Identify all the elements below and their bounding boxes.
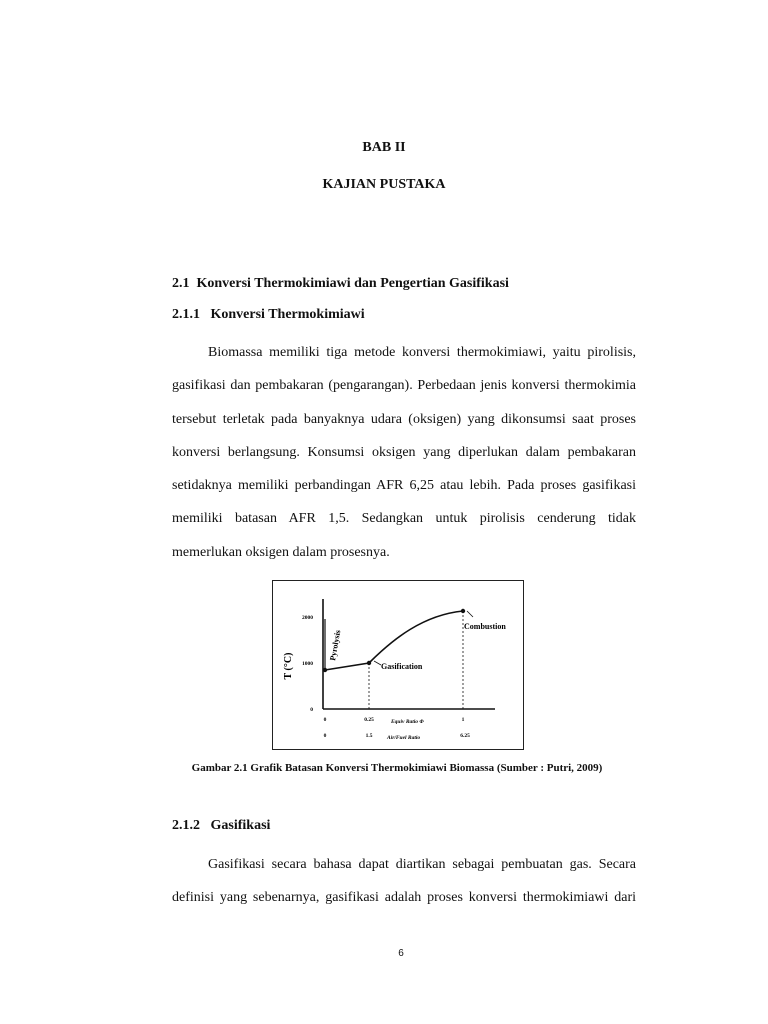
paragraph-line: gasifikasi dan pembakaran (pengarangan). Perbedaan jenis konversi thermokimia	[172, 378, 636, 394]
figure-chart	[272, 580, 524, 750]
paragraph-line: konversi berlangsung. Konsumsi oksigen yang diperlukan dalam pembakaran	[172, 444, 636, 460]
x-tick-label: 0.25	[364, 717, 374, 723]
page-number: 6	[398, 948, 404, 959]
x-tick-label: 0	[323, 717, 327, 723]
section-heading-2-1-1	[172, 307, 365, 323]
x-tick-label: 1.5	[365, 733, 373, 739]
annotation-gasification: Gasification	[381, 662, 423, 671]
paragraph-line: Gasifikasi secara bahasa dapat diartikan sebagai pembuatan gas. Secara	[208, 857, 636, 872]
section-title: Konversi Thermokimiawi dan Pengertian Gasifikasi	[196, 276, 509, 291]
data-point-pyrolysis	[323, 668, 327, 672]
section-number: 2.1	[172, 276, 190, 291]
x-tick-label: 1	[461, 717, 465, 723]
section-title: Konversi Thermokimiawi	[210, 307, 365, 322]
y-axis-label: T (°C)	[283, 652, 294, 680]
figure-caption: Gambar 2.1 Grafik Batasan Konversi Thermokimiawi Biomassa (Sumber : Putri, 2009)	[191, 762, 603, 774]
chapter-number: BAB II	[362, 140, 406, 155]
x-tick-label: 0	[323, 733, 327, 739]
y-tick-label: 0	[310, 707, 313, 713]
chart-svg	[273, 581, 523, 749]
paragraph-line: definisi yang sebenarnya, gasifikasi adalah proses konversi thermokimiawi dari	[172, 890, 636, 906]
x-axis-label-equiv-ratio: Equiv Ratio Φ	[391, 719, 424, 725]
y-tick-label: 1000	[302, 661, 313, 667]
paragraph-gasifikasi	[172, 848, 636, 915]
annotation-pyrolysis: Pyrolysis	[328, 629, 343, 662]
paragraph-konversi	[172, 336, 636, 569]
paragraph-line: setidaknya memiliki perbandingan AFR 6,25 atau lebih. Pada proses gasifikasi	[172, 478, 636, 494]
section-heading-2-1-2	[172, 818, 270, 834]
section-heading-2-1	[172, 276, 509, 292]
paragraph-line: Biomassa memiliki tiga metode konversi thermokimiawi, yaitu pirolisis,	[208, 345, 636, 360]
y-tick-label: 2000	[302, 615, 313, 621]
x-axis-label-air-fuel: Air/Fuel Ratio	[387, 735, 421, 741]
paragraph-line: memerlukan oksigen dalam prosesnya.	[172, 544, 390, 560]
data-point-gasification	[367, 661, 371, 665]
paragraph-line: tersebut terletak pada banyaknya udara (oksigen) yang dikonsumsi saat proses	[172, 411, 636, 427]
section-title: Gasifikasi	[210, 818, 271, 833]
section-number: 2.1.1	[172, 307, 200, 322]
combustion-pointer	[467, 611, 473, 617]
data-point-combustion	[461, 609, 465, 613]
gasification-pointer	[374, 661, 381, 665]
chapter-title: KAJIAN PUSTAKA	[322, 177, 446, 192]
x-tick-label: 6.25	[460, 733, 470, 739]
annotation-combustion: Combustion	[464, 622, 506, 631]
section-number: 2.1.2	[172, 818, 200, 833]
paragraph-line: memiliki batasan AFR 1,5. Sedangkan untuk pirolisis cenderung tidak	[172, 511, 636, 527]
